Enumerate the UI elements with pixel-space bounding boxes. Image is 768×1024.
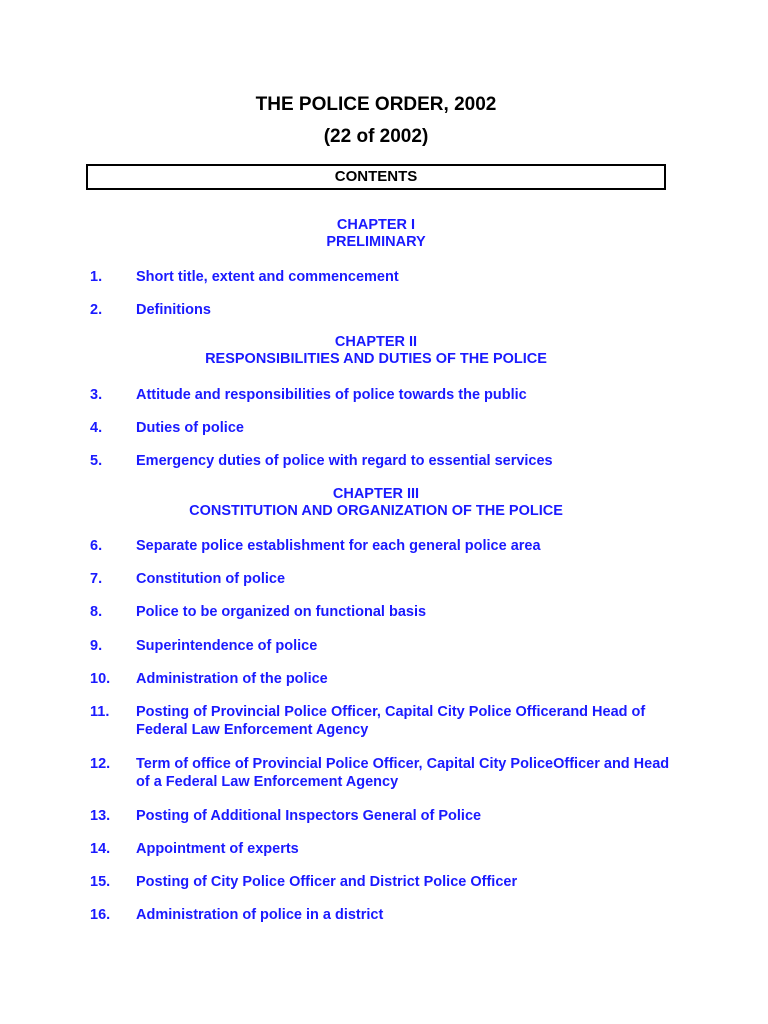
section-number: 10. (90, 671, 111, 687)
section-number: 5. (90, 453, 103, 469)
chapter-heading-2[interactable] (0, 334, 752, 368)
section-number: 16. (90, 907, 111, 923)
section-number: 1. (90, 269, 103, 285)
section-number: 9. (90, 638, 103, 654)
section-title: Administration of the police (136, 671, 328, 687)
section-title: Superintendence of police (136, 638, 318, 654)
section-title: Separate police establishment for each general police area (136, 538, 541, 554)
section-title: Posting of City Police Officer and District Police Officer (136, 874, 518, 890)
section-number: 2. (90, 302, 103, 318)
section-number: 13. (90, 808, 111, 824)
section-title: Police to be organized on functional basis (136, 604, 427, 620)
chapter-name: RESPONSIBILITIES AND DUTIES OF THE POLICE (205, 351, 547, 367)
section-number: 8. (90, 604, 103, 620)
section-number: 3. (90, 387, 103, 403)
chapter-number: CHAPTER I (336, 217, 416, 233)
document-title: THE POLICE ORDER, 2002 (255, 94, 497, 115)
section-number: 15. (90, 874, 111, 890)
section-title: Emergency duties of police with regard to essential services (136, 453, 553, 469)
chapter-heading-3[interactable] (0, 486, 752, 520)
section-number: 6. (90, 538, 103, 554)
chapter-number: CHAPTER II (334, 334, 418, 350)
section-title: Posting of Provincial Police Officer, Capital City Police Officerand Head of Federal Law Enforcement Agency (136, 704, 646, 738)
section-title: Term of office of Provincial Police Officer, Capital City PoliceOfficer and Head of a Federal Law Enforcement Agency (136, 756, 670, 790)
section-title: Administration of police in a district (136, 907, 384, 923)
section-number: 7. (90, 571, 103, 587)
section-number: 11. (90, 704, 110, 720)
chapter-name: PRELIMINARY (326, 234, 426, 250)
contents-heading-box (86, 164, 666, 190)
chapter-heading-1[interactable] (0, 217, 752, 251)
section-number: 4. (90, 420, 103, 436)
section-title: Constitution of police (136, 571, 286, 587)
section-title: Posting of Additional Inspectors General of Police (136, 808, 482, 824)
section-number: 12. (90, 756, 111, 772)
section-title: Duties of police (136, 420, 244, 436)
document-subtitle: (22 of 2002) (323, 126, 429, 147)
section-title: Attitude and responsibilities of police towards the public (136, 387, 527, 403)
section-title: Appointment of experts (136, 841, 299, 857)
chapter-name: CONSTITUTION AND ORGANIZATION OF THE POLICE (189, 503, 563, 519)
section-title: Definitions (136, 302, 211, 318)
contents-heading: CONTENTS (334, 168, 418, 185)
section-number: 14. (90, 841, 111, 857)
chapter-number: CHAPTER III (332, 486, 420, 502)
section-title: Short title, extent and commencement (136, 269, 399, 285)
